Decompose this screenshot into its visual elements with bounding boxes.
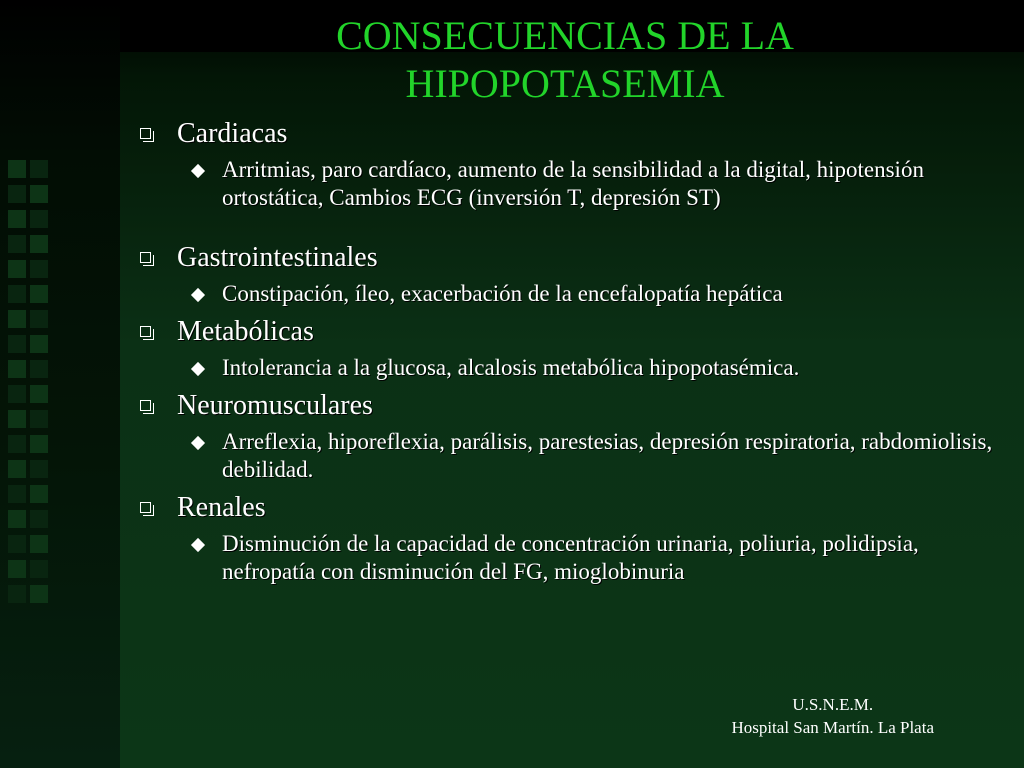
decorative-tile — [8, 335, 26, 353]
section-heading — [136, 116, 996, 152]
section-item-text: Disminución de la capacidad de concentración urinaria, poliuria, polidipsia, nefropatía con disminución del FG, mioglobinuria — [222, 531, 919, 584]
section-heading-label: Metabólicas — [177, 316, 314, 347]
decorative-tile — [8, 185, 26, 203]
section-heading-label: Renales — [177, 492, 266, 523]
section-heading-label: Cardiacas — [177, 118, 288, 149]
decorative-tile — [30, 410, 48, 428]
decorative-tile — [8, 585, 26, 603]
decorative-tile — [8, 260, 26, 278]
square-bullet-icon — [140, 400, 152, 412]
decorative-tile — [30, 460, 48, 478]
section-metabolicas — [136, 314, 996, 382]
decorative-tile — [8, 235, 26, 253]
section-item — [136, 156, 996, 212]
decorative-tile — [8, 435, 26, 453]
bullet-list — [136, 116, 996, 586]
section-item-text: Arritmias, paro cardíaco, aumento de la sensibilidad a la digital, hipotensión ortostática, Cambios ECG (inversión T, depresión ST) — [222, 157, 924, 210]
section-item-text: Constipación, íleo, exacerbación de la encefalopatía hepática — [222, 281, 783, 306]
square-bullet-icon — [140, 502, 152, 514]
slide-footer — [731, 693, 934, 739]
decorative-tile — [30, 235, 48, 253]
decorative-tile — [30, 335, 48, 353]
decorative-tile — [30, 285, 48, 303]
section-item — [136, 530, 996, 586]
decorative-tile — [8, 560, 26, 578]
diamond-bullet-icon — [191, 362, 205, 376]
section-neuromusculares — [136, 388, 996, 484]
decorative-tile — [30, 485, 48, 503]
footer-hospital: Hospital San Martín. La Plata — [731, 718, 934, 737]
decorative-tile — [30, 360, 48, 378]
square-bullet-icon — [140, 252, 152, 264]
decorative-tile — [30, 535, 48, 553]
decorative-tile — [8, 460, 26, 478]
section-item — [136, 428, 996, 484]
decorative-tile — [8, 410, 26, 428]
diamond-bullet-icon — [191, 288, 205, 302]
title-line-1: CONSECUENCIAS DE LA — [336, 13, 794, 58]
decorative-tile — [8, 385, 26, 403]
decorative-tile — [8, 210, 26, 228]
decorative-tile — [30, 210, 48, 228]
decorative-tile — [30, 310, 48, 328]
decorative-tile — [30, 435, 48, 453]
decorative-tile — [30, 160, 48, 178]
decorative-tile — [8, 360, 26, 378]
decorative-tile — [30, 385, 48, 403]
decorative-tile — [8, 285, 26, 303]
square-bullet-icon — [140, 326, 152, 338]
decorative-tile — [8, 485, 26, 503]
decorative-tile — [30, 260, 48, 278]
section-heading-label: Gastrointestinales — [177, 242, 378, 273]
section-heading — [136, 314, 996, 350]
decorative-tile — [30, 585, 48, 603]
decorative-tile-column — [0, 160, 36, 620]
diamond-bullet-icon — [191, 436, 205, 450]
section-heading — [136, 240, 996, 276]
decorative-tile — [8, 310, 26, 328]
decorative-tile — [8, 510, 26, 528]
decorative-tile — [30, 185, 48, 203]
section-renales — [136, 490, 996, 586]
decorative-tile — [30, 560, 48, 578]
section-cardiacas — [136, 116, 996, 212]
title-line-2: HIPOPOTASEMIA — [405, 61, 725, 106]
section-heading — [136, 388, 996, 424]
section-heading-label: Neuromusculares — [177, 390, 373, 421]
square-bullet-icon — [140, 128, 152, 140]
footer-organization: U.S.N.E.M. — [792, 695, 874, 714]
decorative-tile — [8, 535, 26, 553]
section-item — [136, 280, 996, 308]
section-heading — [136, 490, 996, 526]
decorative-tile — [8, 160, 26, 178]
diamond-bullet-icon — [191, 538, 205, 552]
diamond-bullet-icon — [191, 164, 205, 178]
decorative-tile — [30, 510, 48, 528]
section-item — [136, 354, 996, 382]
slide-title — [120, 12, 1010, 108]
section-item-text: Intolerancia a la glucosa, alcalosis metabólica hipopotasémica. — [222, 355, 800, 380]
section-gastrointestinales — [136, 240, 996, 308]
section-item-text: Arreflexia, hiporeflexia, parálisis, parestesias, depresión respiratoria, rabdomiolisis, debilidad. — [222, 429, 993, 482]
